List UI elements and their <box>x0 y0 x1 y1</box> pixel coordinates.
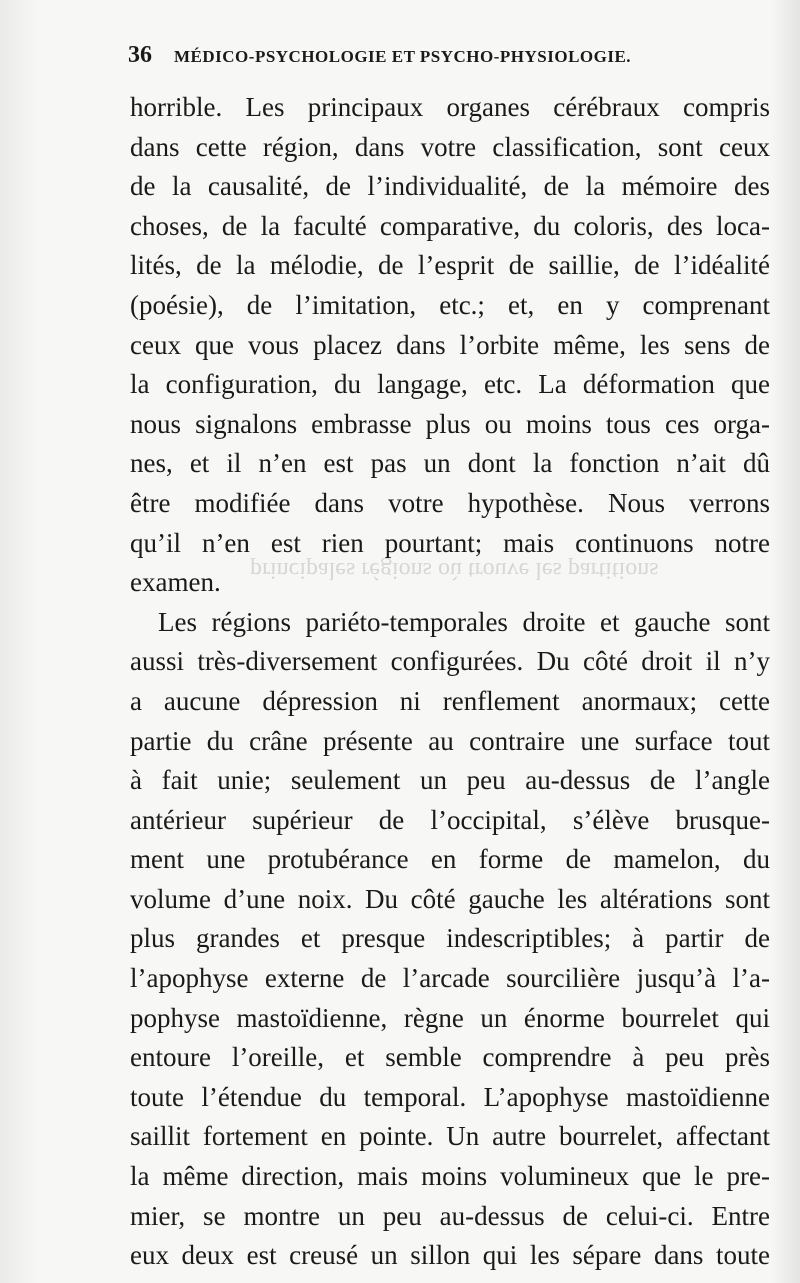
text-line: partie du crâne présente au contraire une surface tout <box>130 725 770 756</box>
text-line: plus grandes et presque indescriptibles; à partir de <box>130 923 770 954</box>
text-line: Les régions pariéto-temporales droite et gauche sont <box>158 606 770 637</box>
text-line: antérieur supérieur de l’occipital, s’élève brusque- <box>130 804 770 835</box>
page-header <box>128 42 728 78</box>
text-line: la configuration, du langage, etc. La déformation que <box>130 369 770 400</box>
page-edge-shadow <box>770 0 800 1283</box>
page-number: 36 <box>128 42 152 68</box>
paragraph-2 <box>130 603 770 1276</box>
text-line: ment une protubérance en forme de mamelon, du <box>130 844 770 875</box>
text-line: eux deux est creusé un sillon qui les sépare dans toute <box>130 1240 770 1271</box>
page-gutter-shadow <box>0 0 40 1283</box>
page-body <box>130 88 770 1276</box>
text-line: entoure l’oreille, et semble comprendre à peu près <box>130 1042 770 1073</box>
text-line: nous signalons embrasse plus ou moins tous ces orga- <box>130 408 770 439</box>
text-line: volume d’une noix. Du côté gauche les altérations sont <box>130 883 770 914</box>
show-through-text: principales régions où trouve les partitions <box>250 557 659 583</box>
running-head: MÉDICO-PSYCHOLOGIE ET PSYCHO-PHYSIOLOGIE. <box>174 47 632 66</box>
text-line: (poésie), de l’imitation, etc.; et, en y comprenant <box>130 289 770 320</box>
text-line: pophyse mastoïdienne, règne un énorme bourrelet qui <box>130 1002 770 1033</box>
text-line: saillit fortement en pointe. Un autre bourrelet, affectant <box>130 1121 770 1152</box>
paragraph-1 <box>130 88 770 603</box>
text-line: horrible. Les principaux organes cérébraux compris <box>130 92 770 122</box>
text-line: toute l’étendue du temporal. L’apophyse mastoïdienne <box>130 1081 770 1112</box>
text-line: examen. <box>130 567 221 598</box>
text-line: l’apophyse externe de l’arcade sourcilière jusqu’à l’a- <box>130 963 770 994</box>
text-line: nes, et il n’en est pas un dont la fonction n’ait dû <box>130 448 770 479</box>
text-line: être modifiée dans votre hypothèse. Nous verrons <box>130 487 770 518</box>
text-line: qu’il n’en est rien pourtant; mais continuons notre <box>130 527 770 558</box>
text-line: aussi très-diversement configurées. Du côté droit il n’y <box>130 646 770 677</box>
text-line: mier, se montre un peu au-dessus de celui-ci. Entre <box>130 1200 770 1231</box>
text-line: de la causalité, de l’individualité, de la mémoire des <box>130 171 770 202</box>
text-line: dans cette région, dans votre classification, sont ceux <box>130 131 770 162</box>
text-line: lités, de la mélodie, de l’esprit de saillie, de l’idéalité <box>130 250 770 281</box>
text-line: la même direction, mais moins volumineux que le pre- <box>130 1161 770 1192</box>
text-line: ceux que vous placez dans l’orbite même, les sens de <box>130 329 770 360</box>
text-line: a aucune dépression ni renflement anormaux; cette <box>130 685 770 716</box>
text-line: à fait unie; seulement un peu au-dessus de l’angle <box>130 765 770 796</box>
text-line: choses, de la faculté comparative, du coloris, des loca- <box>130 210 770 241</box>
